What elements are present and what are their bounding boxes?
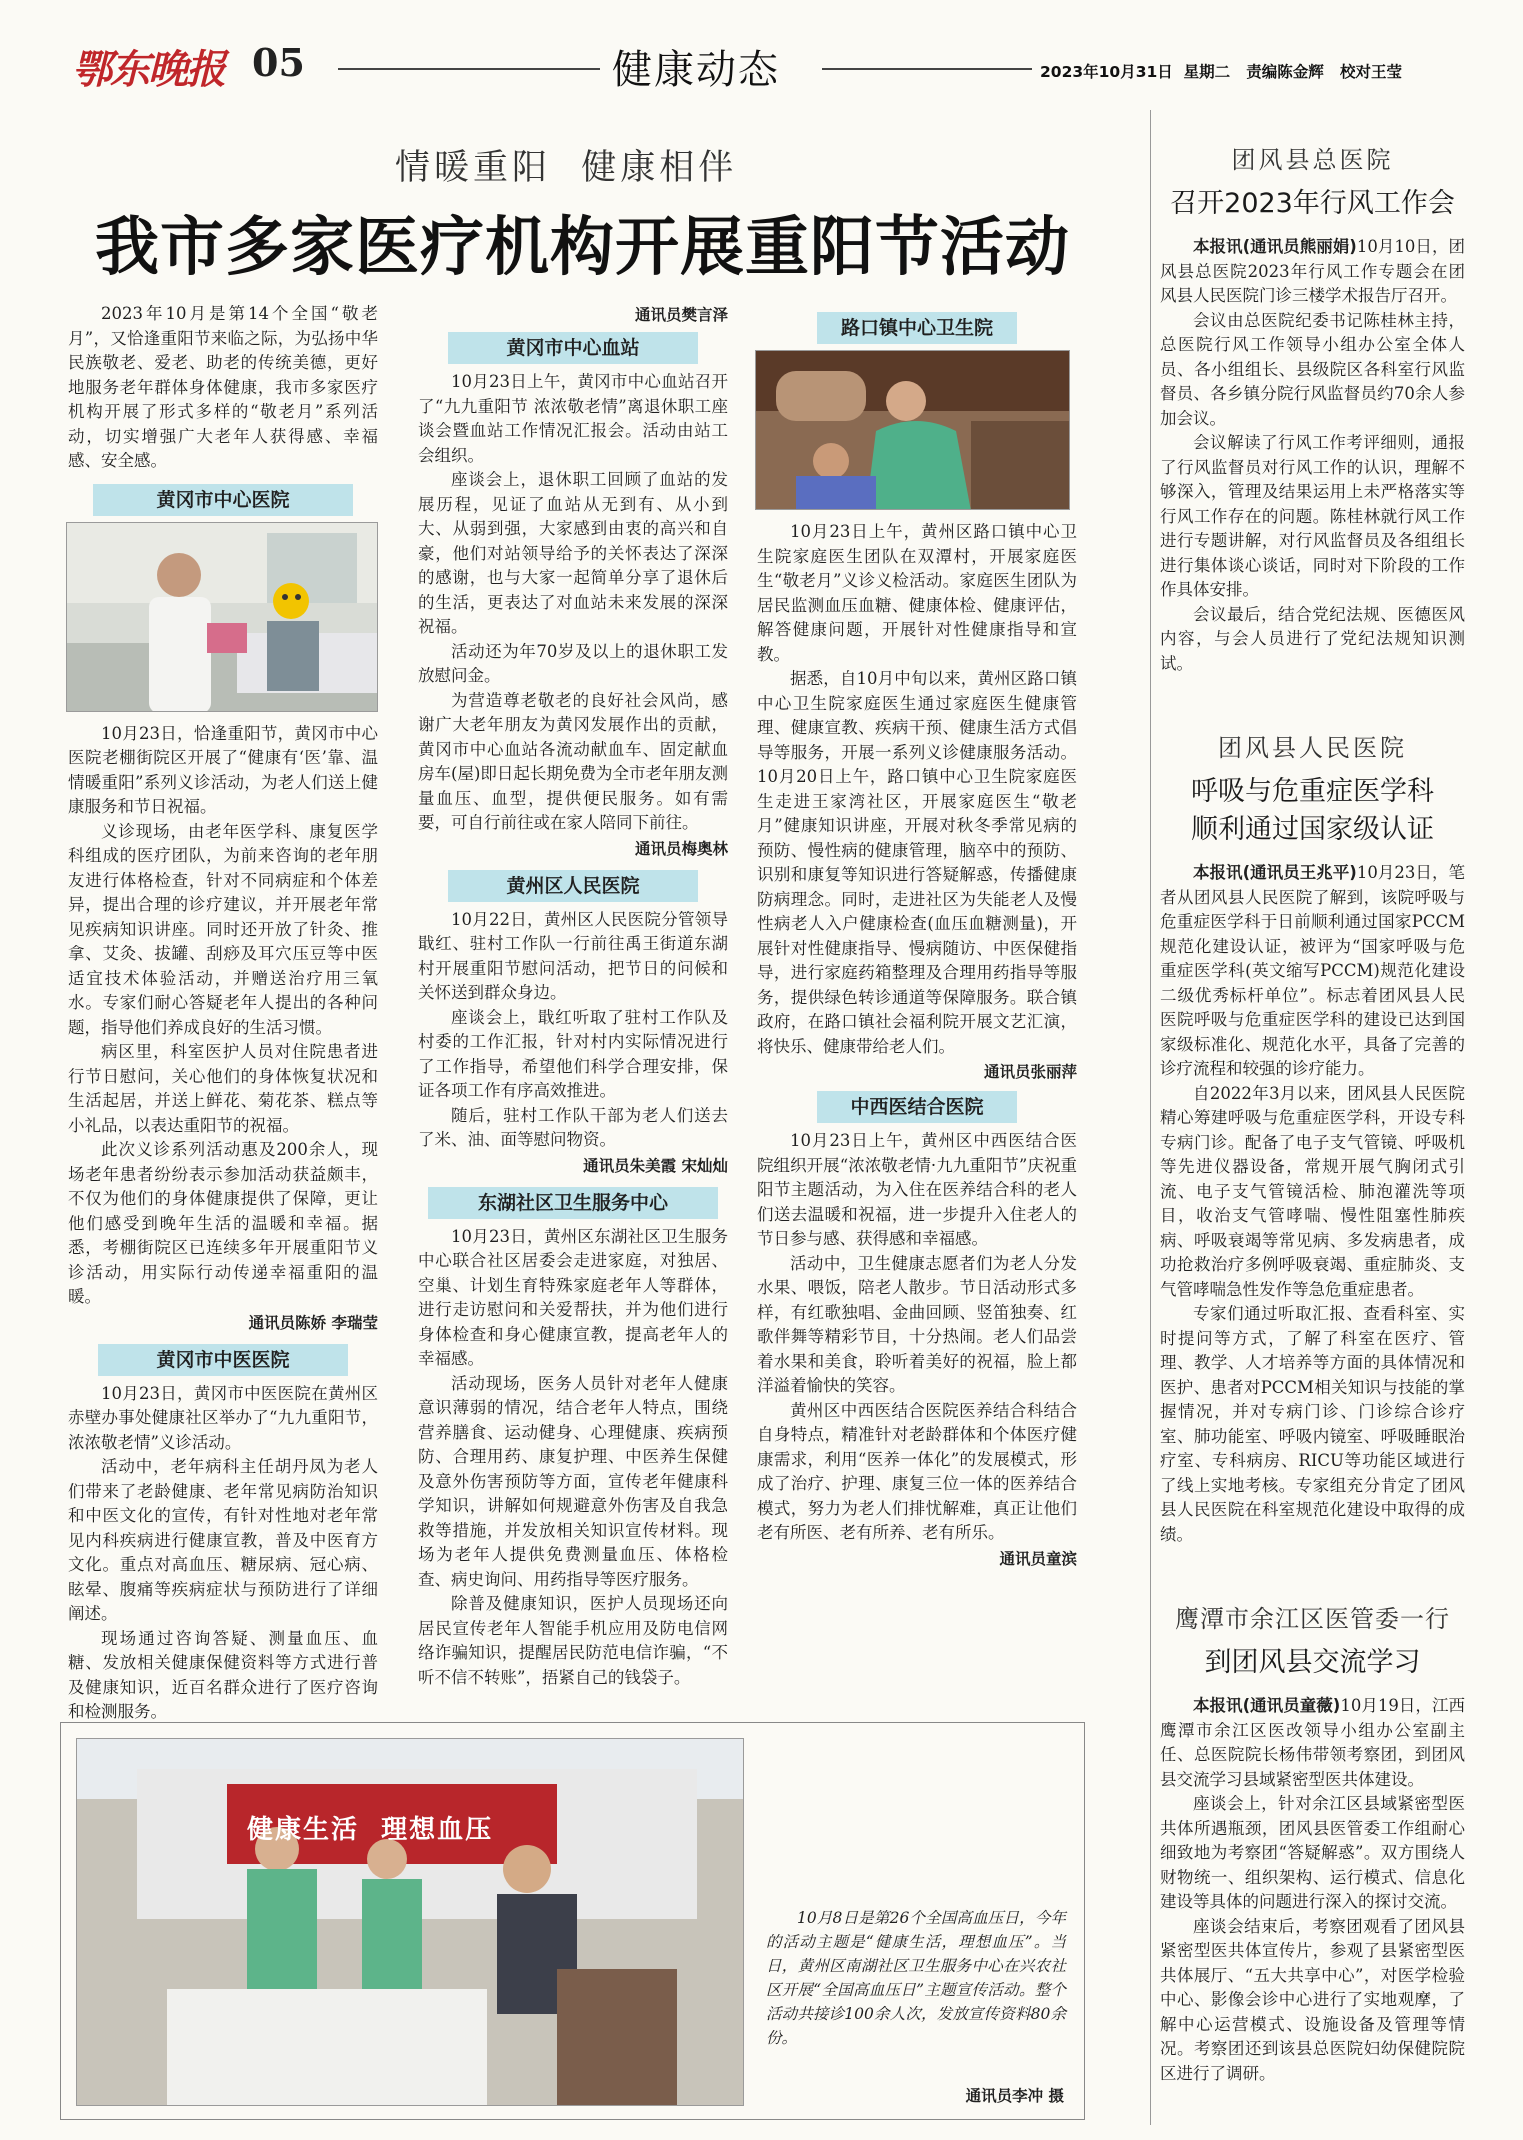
zhongxiyi-paragraph: 活动中，卫生健康志愿者们为老人分发水果、喂饭，陪老人散步。节日活动形式多样，有红歌独唱、金曲回顾、竖笛独奏、红歌伴舞等精彩节目，十分热闹。老人们品尝着水果和美食，聆听着美好的祝福，脸上都洋溢着愉快的笑容。 (757, 1253, 1077, 1395)
zhongyi-paragraph: 活动中，老年病科主任胡丹凤为老人们带来了老龄健康、老年常见病防治知识和中医文化的宣传，有针对性地对老年常见内科疾病进行健康宣教，普及中医育方文化。重点对高血压、糖尿病、冠心病、眩晕、腹痛等疾病症状与预防进行了详细阐述。 (68, 1457, 378, 1623)
story-headline: 我市多家医疗机构开展重阳节活动 (95, 211, 1070, 285)
huangzhou-paragraph: 随后，驻村工作队干部为老人们送去了米、油、面等慰问物资。 (418, 1105, 728, 1149)
sidebar-divider (1150, 110, 1151, 2125)
donghu-paragraph: 10月23日，黄州区东湖社区卫生服务中心联合社区居委会走进家庭，对独居、空巢、计划生育特殊家庭老年人等群体，进行走访慰问和关爱帮扶，并为他们进行身体检查和身心健康宣教，提高老年人的幸福感。 (418, 1226, 728, 1368)
sidebar-paragraph: 座谈会上，针对余江区县域紧密型医共体所遇瓶颈，团风县医管委工作组耐心细致地为考察团“答疑解惑”。双方围绕人财物统一、组织架构、运行模式、信息化建设等具体的问题进行深入的探讨交流。 (1160, 1794, 1465, 1911)
sidebar-lead-text: 10月19日，江西鹰潭市余江区医改领导小组办公室副主任、总医院院长杨伟带领考察团，到团风县交流学习县域紧密型医共体建设。 (1160, 1696, 1465, 1789)
masthead (0, 0, 1523, 100)
section-title-xuezhan: 黄冈市中心血站 (448, 332, 698, 364)
photo-bloodpressure-icon (77, 1739, 744, 2106)
banner-text: 健康生活 理想血压 (247, 1815, 494, 1845)
section-title-huangzhou: 黄州区人民医院 (448, 870, 698, 902)
xuezhan-paragraph: 为营造尊老敬老的良好社会风尚，感谢广大老年朋友为黄冈发展作出的贡献，黄冈市中心血站各流动献血车、固定献血房车(屋)即日起长期免费为全市老年朋友测量血压、血型，提供便民服务。如有需要，可自行前往或在家人陪同下前往。 (418, 690, 728, 832)
photo-feature-box (60, 1722, 1085, 2120)
sidebar-lead-text: 10月10日，团风县总医院2023年行风工作专题会在团风县人民医院门诊三楼学术报告厅召开。 (1160, 237, 1465, 305)
zhongxin-paragraph: 病区里，科室医护人员对住院患者进行节日慰问，关心他们的身体恢复状况和生活起居，并送上鲜花、菊花茶、糕点等小礼品，以表达重阳节的祝福。 (68, 1042, 378, 1135)
column-1 (68, 302, 378, 1725)
masthead-logo: 鄂东晚报 (72, 46, 224, 93)
photo-hospital-ward (66, 522, 378, 712)
zhongxiyi-paragraph: 10月23日上午，黄州区中西医结合医院组织开展“浓浓敬老情·九九重阳节”庆祝重阳节主题活动，为入住在医养结合科的老人们送去温暖和祝福，进一步提升入住老人的节日参与感、获得感和幸福感。 (757, 1131, 1077, 1248)
sidebar-article-org: 鹰潭市余江区医管委一行 (1175, 1605, 1450, 1633)
sidebar-lead: 本报讯(通讯员童薇) (1193, 1696, 1341, 1715)
xuezhan-paragraph: 座谈会上，退休职工回顾了血站的发展历程，见证了血站从无到有、从小到大、从弱到强，大家感到由衷的高兴和自豪，他们对站领导给予的关怀表达了深深的感谢，也与大家一起简单分享了退休后的生活，更表达了对血站未来发展的深深祝福。 (418, 470, 728, 636)
sidebar-paragraph: 座谈会结束后，考察团观看了团风县紧密型医共体宣传片，参观了县紧密型医共体展厅、“五大共享中心”，对医学检验中心、影像会诊中心进行了实地观摩，了解中心运营模式、设施设备及管理等情况。考察团还到该县总医院妇幼保健院院区进行了调研。 (1160, 1916, 1465, 2083)
editor: 责编陈金辉 (1246, 63, 1324, 81)
proofreader: 校对王莹 (1340, 63, 1403, 81)
sidebar-article-title: 召开2023年行风工作会 (1170, 188, 1455, 219)
zhongxin-credit: 通讯员陈娇 李瑞莹 (248, 1313, 378, 1332)
sidebar-lead-text: 10月23日，笔者从团风县人民医院了解到，该院呼吸与危重症医学科于日前顺利通过国家PCCM规范化建设认证，被评为“国家呼吸与危重症医学科(英文缩写PCCM)规范化建设二级优秀标杆单位”。标志着团风县人民医院呼吸与危重症医学科的建设已达到国家级标准化、规范化水平，具备了完善的诊疗流程和较强的诊疗能力。 (1160, 863, 1465, 1078)
issue-date: 2023年10月31日 (1040, 63, 1173, 81)
intro-paragraph: 2023年10月是第14个全国“敬老月”，又恰逢重阳节来临之际，为弘扬中华民族敬老、爱老、助老的传统美德，更好地服务老年群体身体健康，我市多家医疗机构开展了形式多样的“敬老月”系列活动，切实增强广大老年人获得感、幸福感、安全感。 (68, 304, 378, 470)
sidebar-paragraph: 专家们通过听取汇报、查看科室、实时提问等方式，了解了科室在医疗、管理、教学、人才培养等方面的具体情况和医护、患者对PCCM相关知识与技能的掌握情况，并对专病门诊、门诊综合诊疗室、肺功能室、呼吸内镜室、呼吸睡眠治疗室、专科病房、RICU等功能区域进行了线上实地考核。专家组充分肯定了团风县人民医院在科室规范化建设中取得的成绩。 (1160, 1304, 1465, 1544)
sidebar-paragraph: 会议解读了行风工作考评细则，通报了行风监督员对行风工作的认识，理解不够深入，管理及结果运用上未严格落实等行风工作存在的问题。陈桂林就行风工作进行专题讲解，对行风监督员及各组组长进行集体谈心谈话，同时对下阶段的工作作具体安排。 (1160, 433, 1465, 599)
sidebar-article-org: 团风县总医院 (1231, 146, 1394, 174)
xuezhan-credit: 通讯员梅奥林 (634, 839, 728, 858)
zhongxiyi-credit: 通讯员童滨 (999, 1549, 1077, 1568)
sidebar-paragraph: 自2022年3月以来，团风县人民医院精心筹建呼吸与危重症医学科，开设专科专病门诊。配备了电子支气管镜、呼吸机等先进仪器设备，常规开展气胸闭式引流、电子支气管镜活检、肺泡灌洗等项目，收治支气管哮喘、慢性阻塞性肺疾病、呼吸衰竭等常见病、多发病患者，成功抢救治疗多例呼吸衰竭、重症肺炎、支气管哮喘急性发作等急危重症患者。 (1160, 1083, 1465, 1299)
photo-nurse-icon (756, 351, 1070, 510)
sidebar-lead: 本报讯(通讯员熊丽娟) (1193, 237, 1357, 256)
sidebar-article-title: 顺利通过国家级认证 (1191, 814, 1434, 845)
huangzhou-credit: 通讯员朱美霞 宋灿灿 (583, 1156, 728, 1175)
column-2 (418, 302, 728, 1690)
zhongyi-paragraph: 现场通过咨询答疑、测量血压、血糖、发放相关健康保健资料等方式进行普及健康知识，近百名群众进行了医疗咨询和检测服务。 (68, 1628, 378, 1721)
zhongyi-paragraph: 10月23日，黄冈市中医医院在黄州区赤壁办事处健康社区举办了“九九重阳节，浓浓敬老情”义诊活动。 (68, 1383, 378, 1452)
zhongxin-paragraph: 义诊现场，由老年医学科、康复医学科组成的医疗团队，为前来咨询的老年朋友进行体格检查，针对不同病症和个体差异，提出合理的诊疗建议，并开展老年常见疾病知识讲座。同时还开放了针灸、推拿、艾灸、拔罐、刮痧及耳穴压豆等中医适宜技术体验活动，并赠送治疗用三氧水。专家们耐心答疑老年人提出的各种问题，指导他们养成良好的生活习惯。 (68, 821, 378, 1037)
column-3 (757, 302, 1077, 1572)
xuezhan-paragraph: 10月23日上午，黄冈市中心血站召开了“九九重阳节 浓浓敬老情”离退休职工座谈会暨血站工作情况汇报会。活动由站工会组织。 (418, 372, 728, 465)
section-title-lukou: 路口镇中心卫生院 (817, 312, 1017, 344)
lukou-paragraph: 据悉，自10月中旬以来，黄州区路口镇中心卫生院家庭医生通过家庭医生健康管理、健康宣教、疾病干预、健康生活方式倡导等服务，开展一系列义诊健康服务活动。10月20日上午，路口镇中心卫生院家庭医生走进王家湾社区，开展家庭医生“敬老月”健康知识讲座，开展对秋冬季常见病的预防、慢性病的健康管理，脑卒中的预防、识别和康复等知识进行答疑解惑，传播健康防病理念。同时，走进社区为失能老人及慢性病老人入户健康检查(血压血糖测量)，开展针对性健康指导、慢病随访、中医保健指导，进行家庭药箱整理及合理用药指导等服务，提供绿色转诊通道等保障服务。联合镇政府，在路口镇社会福利院开展文艺汇演，将快乐、健康带给老人们。 (757, 669, 1077, 1056)
photo-bloodpressure-event (76, 1738, 744, 2106)
sidebar-paragraph: 会议最后，结合党纪法规、医德医风内容，与会人员进行了党纪法规知识测试。 (1160, 604, 1465, 673)
huangzhou-paragraph: 10月22日，黄州区人民医院分管领导戢红、驻村工作队一行前往禹王街道东湖村开展重阳节慰问活动，把节日的问候和关怀送到群众身边。 (418, 909, 728, 1002)
section-title: 健康动态 (612, 47, 780, 93)
section-title-zhongxin: 黄冈市中心医院 (93, 484, 353, 516)
story-kicker: 情暖重阳 健康相伴 (395, 148, 738, 188)
sidebar-article-1 (1160, 140, 1465, 676)
sidebar-article-title: 呼吸与危重症医学科 (1191, 776, 1434, 807)
photo-credit: 通讯员李冲 摄 (965, 2087, 1064, 2105)
zhongyi-credit: 通讯员樊言泽 (634, 306, 728, 324)
zhongxiyi-paragraph: 黄州区中西医结合医院医养结合科结合自身特点，精准针对老龄群体和个体医疗健康需求，利用“医养一体化”的发展模式，形成了治疗、护理、康复三位一体的医养结合模式，努力为老人们排忧解难，真正让他们老有所医、老有所养、老有所乐。 (757, 1400, 1077, 1542)
masthead-info (1040, 60, 1402, 82)
page-number: 05 (252, 40, 305, 85)
sidebar-article-2 (1160, 728, 1465, 1547)
sidebar-paragraph (1160, 235, 1465, 309)
masthead-rule-left (338, 68, 600, 70)
photo-doctor-icon (67, 523, 378, 712)
masthead-rule-right (822, 68, 1032, 70)
sidebar-lead: 本报讯(通讯员王兆平) (1193, 863, 1357, 882)
xuezhan-paragraph: 活动还为年70岁及以上的退休职工发放慰问金。 (418, 641, 728, 685)
photo-family-doctor (755, 350, 1070, 510)
zhongxin-paragraph: 10月23日，恰逢重阳节，黄冈市中心医院老棚街院区开展了“健康有‘医’靠、温情暖重阳”系列义诊活动，为老人们送上健康服务和节日祝福。 (68, 723, 378, 816)
section-title-donghu: 东湖社区卫生服务中心 (428, 1187, 718, 1219)
sidebar-paragraph (1160, 1694, 1465, 1792)
huangzhou-paragraph: 座谈会上，戢红听取了驻村工作队及村委的工作汇报，针对村内实际情况进行了工作指导，希望他们科学合理安排，保证各项工作有序高效推进。 (418, 1007, 728, 1100)
sidebar-article-3 (1160, 1599, 1465, 2086)
sidebar-article-title: 到团风县交流学习 (1204, 1647, 1421, 1678)
issue-weekday: 星期二 (1183, 63, 1231, 81)
sidebar-paragraph: 会议由总医院纪委书记陈桂林主持，总医院行风工作领导小组办公室全体人员、各小组组长、县级院区各科室行风监督员、各乡镇分院行风监督员约70余人参加会议。 (1160, 310, 1465, 428)
section-title-zhongxiyi: 中西医结合医院 (817, 1091, 1017, 1123)
zhongxin-paragraph: 此次义诊系列活动惠及200余人，现场老年患者纷纷表示参加活动获益颇丰，不仅为他们的身体健康提供了保障，更让他们感受到晚年生活的温暖和幸福。据悉，考棚街院区已连续多年开展重阳节义诊活动，用实际行动传递幸福重阳的温暖。 (68, 1140, 378, 1306)
lukou-paragraph: 10月23日上午，黄州区路口镇中心卫生院家庭医生团队在双潭村，开展家庭医生“敬老月”义诊义检活动。家庭医生团队为居民监测血压血糖、健康体检、健康评估，解答健康问题，开展针对性健康指导和宣教。 (757, 522, 1077, 664)
sidebar (1160, 140, 1465, 2086)
section-title-zhongyi: 黄冈市中医医院 (98, 1344, 348, 1376)
photo-caption: 10月8日是第26个全国高血压日，今年的活动主题是“健康生活，理想血压”。当日，黄州区南湖社区卫生服务中心在兴农社区开展“全国高血压日”主题宣传活动。整个活动共接诊100余人次，发放宣传资料80余份。 (766, 1909, 1066, 2047)
donghu-paragraph: 除普及健康知识，医护人员现场还向居民宣传老年人智能手机应用及防电信网络诈骗知识，提醒居民防范电信诈骗，“不听不信不转账”，捂紧自己的钱袋子。 (418, 1594, 728, 1687)
sidebar-article-org: 团风县人民医院 (1218, 734, 1407, 762)
donghu-paragraph: 活动现场，医务人员针对老年人健康意识薄弱的情况，结合老年人特点，围绕营养膳食、运动健身、心理健康、疾病预防、合理用药、康复护理、中医养生保健及意外伤害预防等方面，宣传老年健康科学知识，讲解如何规避意外伤害及自我急救等措施，并发放相关知识宣传材料。现场为老年人提供免费测量血压、体格检查、病史询问、用药指导等医疗服务。 (418, 1373, 728, 1589)
lukou-credit: 通讯员张丽萍 (983, 1063, 1077, 1081)
sidebar-paragraph (1160, 861, 1465, 1082)
